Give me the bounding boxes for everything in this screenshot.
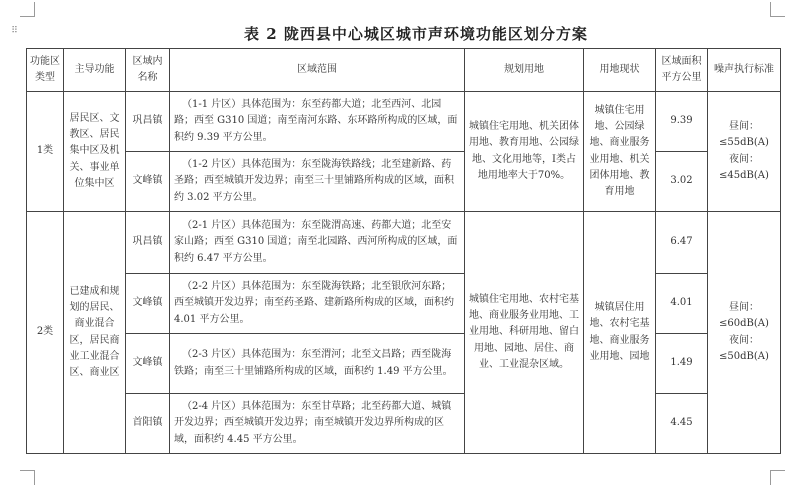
- header-noise-standard: 噪声执行标准: [708, 49, 781, 92]
- class1-row1-range: （1-1 片区）具体范围为：东至药都大道；北至西河、北园路；西至 G310 国道；南至南河东路、东环路所构成的区域，面积约 9.39 平方公里。: [170, 92, 465, 152]
- class2-row2-area: 4.01: [656, 274, 708, 334]
- header-main-function: 主导功能: [64, 49, 126, 92]
- class2-row1-area: 6.47: [656, 212, 708, 274]
- class1-row2-area: 3.02: [656, 152, 708, 212]
- class2-type: 2类: [27, 212, 64, 454]
- header-row: [27, 49, 781, 92]
- class2-land-status: 城镇居住用地、农村宅基地、商业服务业用地、园地: [584, 212, 656, 454]
- zoning-table: [26, 48, 781, 454]
- class2-noise-standard: [708, 212, 781, 454]
- class1-noise-standard: [708, 92, 781, 212]
- table-row: [27, 334, 781, 394]
- class2-row2-range: （2-2 片区）具体范围为：东至陇海铁路；北至银欣河东路；西至城镇开发边界；南至药圣路、建新路所构成的区域，面积约 4.01 平方公里。: [170, 274, 465, 334]
- class2-standard-day: 昼间：≤60dB(A): [719, 302, 769, 330]
- class1-type: 1类: [27, 92, 64, 212]
- class2-planned-land: 城镇住宅用地、农村宅基地、商业服务业用地、工业用地、科研用地、留白用地、园地、居住、商业、工业混杂区域。: [465, 212, 584, 454]
- class1-row1-area: 9.39: [656, 92, 708, 152]
- class1-standard-night: 夜间：≤45dB(A): [719, 153, 769, 181]
- class2-row4-area: 4.45: [656, 394, 708, 454]
- page-corner-mark-bottom-right: [770, 470, 785, 485]
- class2-row4-range: （2-4 片区）具体范围为：东至甘草路；北至药都大道、城镇开发边界；西至城镇开发边界；南至城镇开发边界所构成的区域，面积约 4.45 平方公里。: [170, 394, 465, 454]
- class2-row3-range: （2-3 片区）具体范围为：东至渭河；北至文昌路；西至陇海铁路；南至三十里铺路所构成的区域，面积约 1.49 平方公里。: [170, 334, 465, 394]
- header-zone-name: 区域内名称: [126, 49, 170, 92]
- page-corner-mark-top-right: [770, 2, 785, 17]
- table-move-handle-icon[interactable]: ⠿: [11, 26, 18, 36]
- page-corner-mark-bottom-left: [20, 470, 35, 485]
- class2-row1-range: （2-1 片区）具体范围为：东至陇渭高速、药都大道；北至安家山路；西至 G310 国道；南至北园路、西河所构成的区域，面积约 6.47 平方公里。: [170, 212, 465, 274]
- class1-row1-name: 巩昌镇: [126, 92, 170, 152]
- class1-function: 居民区、文教区、居民集中区及机关、事业单位集中区: [64, 92, 126, 212]
- header-land-status: 用地现状: [584, 49, 656, 92]
- class1-planned-land: 城镇住宅用地、机关团体用地、教育用地、公园绿地、文化用地等，I类占地用地率大于70%。: [465, 92, 584, 212]
- table-title: 表 2 陇西县中心城区城市声环境功能区划分方案: [244, 25, 588, 43]
- page-corner-mark-top-left: [20, 2, 35, 17]
- class2-row3-area: 1.49: [656, 334, 708, 394]
- class2-row4-name: 首阳镇: [126, 394, 170, 454]
- table-row: [27, 394, 781, 454]
- class2-standard-night: 夜间：≤50dB(A): [719, 334, 769, 362]
- class2-function: 已建成和规划的居民、商业混合区，居民商业工业混合区、商业区: [64, 212, 126, 454]
- class2-row1-name: 巩昌镇: [126, 212, 170, 274]
- header-zone-range: 区域范围: [170, 49, 465, 92]
- table-row: [27, 212, 781, 274]
- table-row: [27, 274, 781, 334]
- class1-land-status: 城镇住宅用地、公园绿地、商业服务业用地、机关团体用地、教育用地: [584, 92, 656, 212]
- header-zone-type: 功能区类型: [27, 49, 64, 92]
- class2-row2-name: 文峰镇: [126, 274, 170, 334]
- header-planned-land: 规划用地: [465, 49, 584, 92]
- table-row: [27, 92, 781, 152]
- class2-row3-name: 文峰镇: [126, 334, 170, 394]
- class1-standard-day: 昼间：≤55dB(A): [719, 121, 769, 149]
- header-area: 区域面积平方公里: [656, 49, 708, 92]
- table-row: [27, 152, 781, 212]
- class1-row2-name: 文峰镇: [126, 152, 170, 212]
- class1-row2-range: （1-2 片区）具体范围为：东至陇海铁路线；北至建新路、药圣路；西至城镇开发边界；南至三十里铺路所构成的区域，面积约 3.02 平方公里。: [170, 152, 465, 212]
